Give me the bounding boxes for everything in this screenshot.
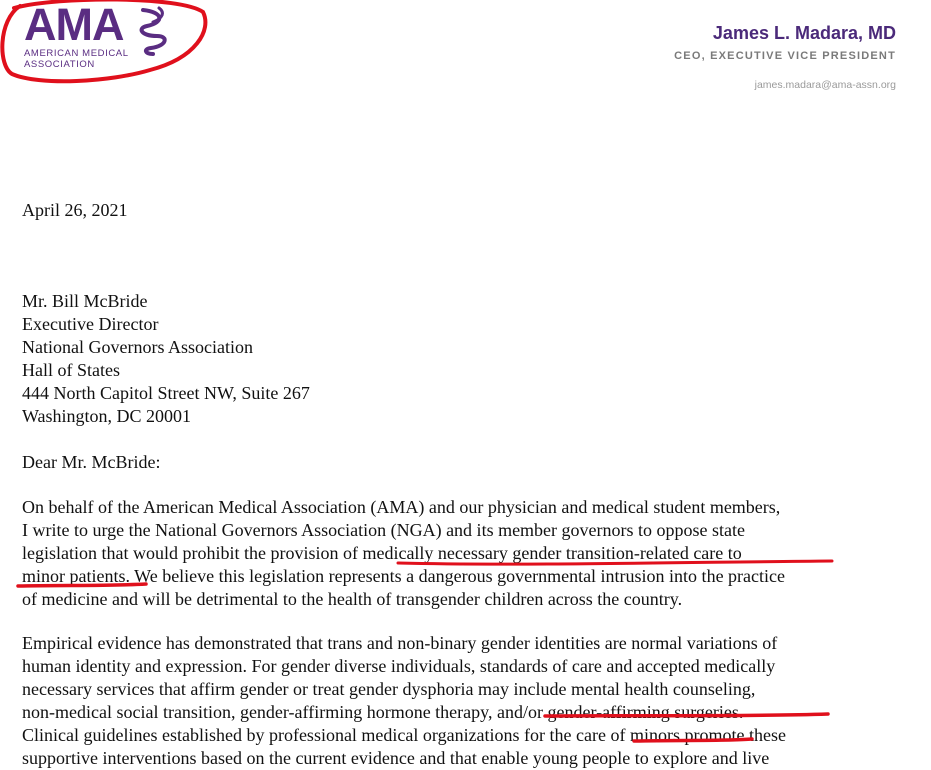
- sender-name: James L. Madara, MD: [712, 23, 896, 43]
- paragraph-line: legislation that would prohibit the provision of medically necessary gender transition-related care to: [22, 543, 742, 563]
- address-line: Mr. Bill McBride: [22, 291, 148, 311]
- address-line: Executive Director: [22, 314, 159, 334]
- recipient-address: [22, 290, 310, 428]
- paragraph-line: On behalf of the American Medical Association (AMA) and our physician and medical student members,: [22, 497, 781, 517]
- paragraph-line: I write to urge the National Governors Association (NGA) and its member governors to oppose state: [22, 520, 746, 540]
- paragraph-line: of medicine and will be detrimental to the health of transgender children across the country.: [22, 589, 683, 609]
- address-line: 444 North Capitol Street NW, Suite 267: [22, 383, 310, 403]
- paragraph-line: non-medical social transition, gender-affirming hormone therapy, and/or gender-affirming surgeries.: [22, 702, 744, 722]
- logo-wordmark: AMA: [24, 0, 124, 50]
- salutation: Dear Mr. McBride:: [22, 452, 161, 472]
- letter-date: April 26, 2021: [22, 200, 128, 220]
- address-line: Washington, DC 20001: [22, 406, 192, 426]
- logo-line-1: AMERICAN MEDICAL: [24, 48, 129, 59]
- red-circle-annotation: [0, 0, 215, 90]
- paragraph-line: minor patients. We believe this legislation represents a dangerous governmental intrusion into the practice: [22, 566, 786, 586]
- paragraph-1: [22, 496, 785, 611]
- paragraph-line: supportive interventions based on the current evidence and that enable young people to explore and live: [22, 748, 770, 768]
- paragraph-line: necessary services that affirm gender or treat gender dysphoria may include mental health counseling,: [22, 679, 756, 699]
- paragraph-2: [22, 632, 786, 770]
- paragraph-line: Empirical evidence has demonstrated that trans and non-binary gender identities are normal variations of: [22, 633, 778, 653]
- address-line: National Governors Association: [22, 337, 253, 357]
- sender-email: james.madara@ama-assn.org: [754, 79, 896, 91]
- letterhead-sender: [674, 22, 896, 91]
- logo-line-2: ASSOCIATION: [24, 59, 95, 70]
- address-line: Hall of States: [22, 360, 120, 380]
- paragraph-line: Clinical guidelines established by professional medical organizations for the care of minors promote these: [22, 725, 786, 745]
- ama-logo: [0, 0, 215, 90]
- sender-role: CEO, EXECUTIVE VICE PRESIDENT: [674, 50, 896, 62]
- paragraph-line: human identity and expression. For gender diverse individuals, standards of care and accepted medically: [22, 656, 776, 676]
